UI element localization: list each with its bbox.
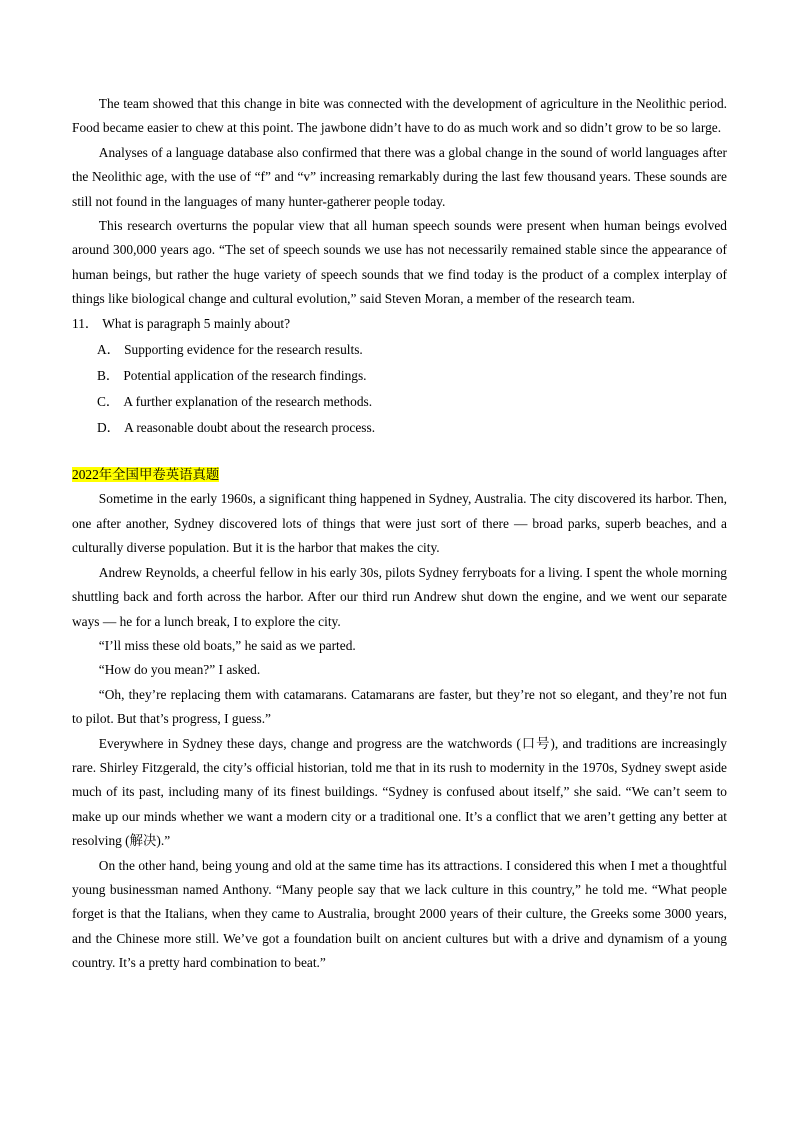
option-c: [97, 389, 727, 415]
option-letter: A．: [97, 342, 121, 358]
document-page: [72, 92, 727, 976]
option-text: Supporting evidence for the research results.: [124, 342, 363, 358]
passage1-paragraph-2: Analyses of a language database also confirmed that there was a global change in the sound of world languages after the Neolithic age, with the use of “f” and “v” increasing remarkably during the last few thousand years. These sounds are still not found in the languages of many hunter-gatherer people today.: [72, 144, 727, 209]
question-text: What is paragraph 5 mainly about?: [102, 315, 291, 331]
answer-options: [72, 337, 727, 441]
option-letter: B．: [97, 368, 120, 384]
option-a: [97, 337, 727, 363]
option-letter: C．: [97, 394, 120, 410]
passage2-paragraph-3: “I’ll miss these old boats,” he said as we parted.: [98, 637, 356, 653]
option-text: Potential application of the research findings.: [123, 368, 367, 384]
question-number: 11．: [72, 315, 99, 331]
passage2-paragraph-7: On the other hand, being young and old at the same time has its attractions. I considered this when I met a thoughtful young businessman named Anthony. “Many people say that we lack culture in this country,” he told me. “What people forget is that the Italians, when they came to Australia, brought 2000 years of their culture, the Greeks some 3000 years, and the Chinese more still. We’ve got a foundation built on ancient cultures but with a drive and dynamism of a young country. It’s a pretty hard combination to beat.”: [72, 857, 727, 971]
passage2-paragraph-4: “How do you mean?” I asked.: [98, 662, 261, 678]
passage2-paragraph-1: Sometime in the early 1960s, a significant thing happened in Sydney, Australia. The city discovered its harbor. Then, one after another, Sydney discovered lots of things that were just sort of there — broad parks, superb beaches, and a culturally diverse population. But it is the harbor that makes the city.: [72, 491, 727, 556]
passage1-paragraph-3: This research overturns the popular view that all human speech sounds were present when human beings evolved around 300,000 years ago. “The set of speech sounds we use has not necessarily remained stable since the appearance of human beings, but rather the huge variety of speech sounds that we find today is the product of a complex interplay of things like biological change and cultural evolution,” said Steven Moran, a member of the research team.: [72, 218, 727, 307]
section-title-highlight: 2022年全国甲卷英语真题: [72, 467, 220, 483]
passage1-paragraph-1: The team showed that this change in bite was connected with the development of agriculture in the Neolithic period. Food became easier to chew at this point. The jawbone didn’t have to do as much work and so didn’t grow to be so large.: [72, 96, 727, 136]
option-text: A reasonable doubt about the research process.: [124, 420, 376, 436]
section-title: [72, 463, 727, 487]
question-11: [72, 312, 727, 336]
passage2-paragraph-5: “Oh, they’re replacing them with catamarans. Catamarans are faster, but they’re not so elegant, and they’re not fun to pilot. But that’s progress, I guess.”: [72, 686, 727, 727]
option-letter: D．: [97, 420, 121, 436]
option-text: A further explanation of the research methods.: [123, 394, 373, 410]
option-d: [97, 415, 727, 441]
passage2-paragraph-2: Andrew Reynolds, a cheerful fellow in his early 30s, pilots Sydney ferryboats for a living. I spent the whole morning shuttling back and forth across the harbor. After our third run Andrew shut down the engine, and we went our separate ways — he for a lunch break, I to explore the city.: [72, 564, 727, 629]
option-b: [97, 363, 727, 389]
passage2-paragraph-6: Everywhere in Sydney these days, change and progress are the watchwords (口号), and traditions are increasingly rare. Shirley Fitzgerald, the city’s official historian, told me that in its rush to modernity in the 1970s, Sydney swept aside much of its past, including many of its finest buildings. “Sydney is confused about itself,” she said. “We can’t seem to make up our minds whether we want a modern city or a traditional one. It’s a conflict that we aren’t getting any better at resolving (解决).”: [72, 735, 727, 849]
